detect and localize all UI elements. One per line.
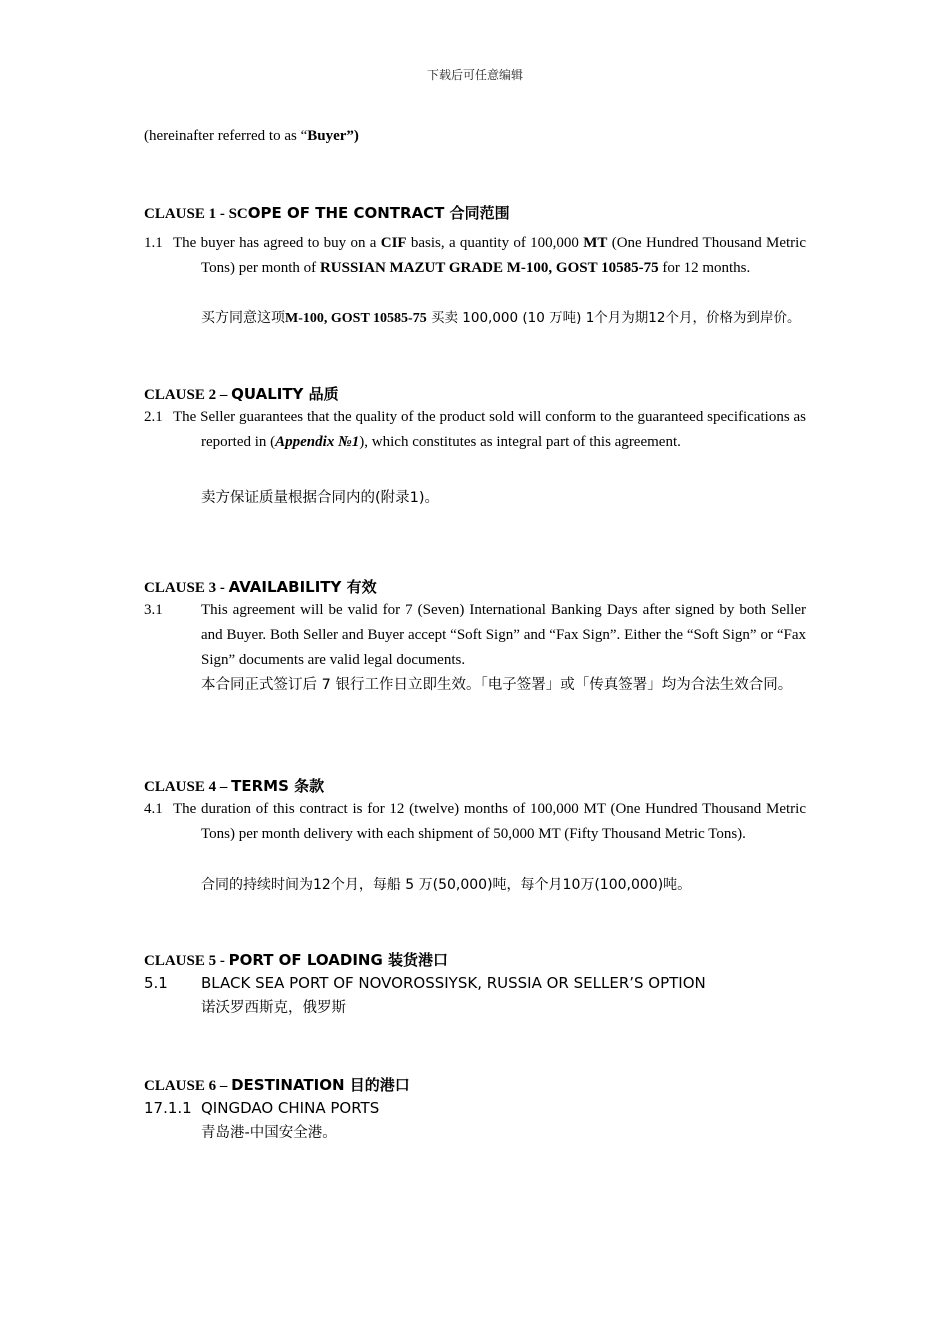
clause-6-paragraph <box>144 1099 379 1117</box>
clause-4-heading <box>144 775 324 796</box>
header-note: 下载后可任意编辑 <box>426 68 523 82</box>
clause-4-chinese: 合同的持续时间为12个月，每船 5 万(50,000)吨，每个月10万(100,000)吨。 <box>201 877 692 893</box>
clause-4-heading-sans: TERMS 条款 <box>231 777 325 795</box>
clause-6-text: QINGDAO CHINA PORTS <box>201 1099 380 1117</box>
clause-5-heading-sans: PORT OF LOADING 装货港口 <box>228 951 449 969</box>
clause-5-paragraph <box>144 974 706 992</box>
clause-4-number: 4.1 <box>144 801 163 817</box>
clause-1-cn-b: 买卖 100,000 (10 万吨) 1个月为期12个月，价格为到岸价。 <box>426 310 801 326</box>
clause-4-text: The duration of this contract is for 12 (twelve) months of 100,000 MT (One Hundred Thousand Metric Tons) per month delivery with each shipment of 50,000 MT (Fifty Thousand Metric Tons). <box>173 801 806 842</box>
intro-line <box>144 124 806 149</box>
clause-2-heading-sans: QUALITY 品质 <box>231 385 339 403</box>
clause-3-chinese: 本合同正式签订后 7 银行工作日立即生效。「电子签署」或「传真签署」均为合法生效合同。 <box>201 677 793 693</box>
clause-6-heading <box>144 1074 410 1095</box>
clause-5-text: BLACK SEA PORT OF NOVOROSSIYSK, RUSSIA OR SELLER’S OPTION <box>201 974 706 992</box>
clause-4-paragraph <box>144 797 806 847</box>
clause-1-heading <box>144 202 510 223</box>
intro-suffix: ”) <box>346 128 359 144</box>
clause-5-heading-serif: CLAUSE 5 - <box>144 953 229 969</box>
clause-5-chinese: 诺沃罗西斯克，俄罗斯 <box>201 1000 346 1016</box>
intro-prefix: (hereinafter referred to as “ <box>144 128 308 144</box>
clause-1-text-d: for 12 months. <box>658 260 751 276</box>
clause-1-cn-a: 买方同意这项 <box>201 310 285 326</box>
clause-1-paragraph <box>144 231 806 281</box>
clause-6-heading-serif: CLAUSE 6 – <box>144 1078 232 1094</box>
clause-2-text-b: ), which constitutes as integral part of this agreement. <box>359 434 681 450</box>
clause-1-text-b: basis, a quantity of 100,000 <box>406 235 584 251</box>
clause-3-number: 3.1 <box>144 602 163 618</box>
clause-5-heading <box>144 949 448 970</box>
clause-4-heading-serif: CLAUSE 4 – <box>144 779 232 795</box>
clause-2-number: 2.1 <box>144 409 163 425</box>
clause-6-chinese: 青岛港-中国安全港。 <box>201 1125 337 1141</box>
clause-3-paragraph <box>144 598 806 673</box>
clause-1-cn-product: M-100, GOST 10585-75 <box>285 311 427 326</box>
clause-1-text-a: The buyer has agreed to buy on a <box>173 235 381 251</box>
clause-6-number: 17.1.1 <box>144 1099 192 1117</box>
clause-2-text-a: The Seller guarantees that the quality of the product sold will conform to the guaranteed specifications as reported in ( <box>173 409 806 450</box>
clause-1-heading-serif: CLAUSE 1 - SC <box>144 206 248 222</box>
clause-3-heading-serif: CLAUSE 3 - <box>144 580 229 596</box>
clause-1-product: RUSSIAN MAZUT GRADE M-100, GOST 10585-75 <box>319 260 659 276</box>
clause-5-number: 5.1 <box>144 974 168 992</box>
clause-1-chinese <box>201 306 807 331</box>
clause-3-text: This agreement will be valid for 7 (Seven) International Banking Days after signed by both Seller and Buyer. Both Seller and Buyer accept “Soft Sign” and “Fax Sign”. Either the “Soft Sign” or “Fax Sign” documents are valid legal documents. <box>201 602 806 668</box>
clause-1-text-c: (One Hundred Thousand Metric Tons) per month of <box>201 235 806 276</box>
clause-2-chinese: 卖方保证质量根据合同内的(附录1)。 <box>201 490 440 506</box>
intro-buyer: Buyer <box>307 128 347 144</box>
clause-1-mt: MT <box>583 235 608 251</box>
clause-6-heading-sans: DESTINATION 目的港口 <box>231 1076 410 1094</box>
clause-3-heading <box>144 576 377 597</box>
clause-2-appendix: Appendix №1 <box>275 434 360 450</box>
clause-2-heading-serif: CLAUSE 2 – <box>144 387 232 403</box>
clause-2-paragraph <box>144 405 806 455</box>
clause-1-heading-sans: OPE OF THE CONTRACT 合同范围 <box>247 204 510 222</box>
clause-1-cif: CIF <box>380 235 407 251</box>
clause-2-heading <box>144 383 339 404</box>
clause-3-heading-sans: AVAILABILITY 有效 <box>228 578 377 596</box>
clause-1-number: 1.1 <box>144 235 163 251</box>
